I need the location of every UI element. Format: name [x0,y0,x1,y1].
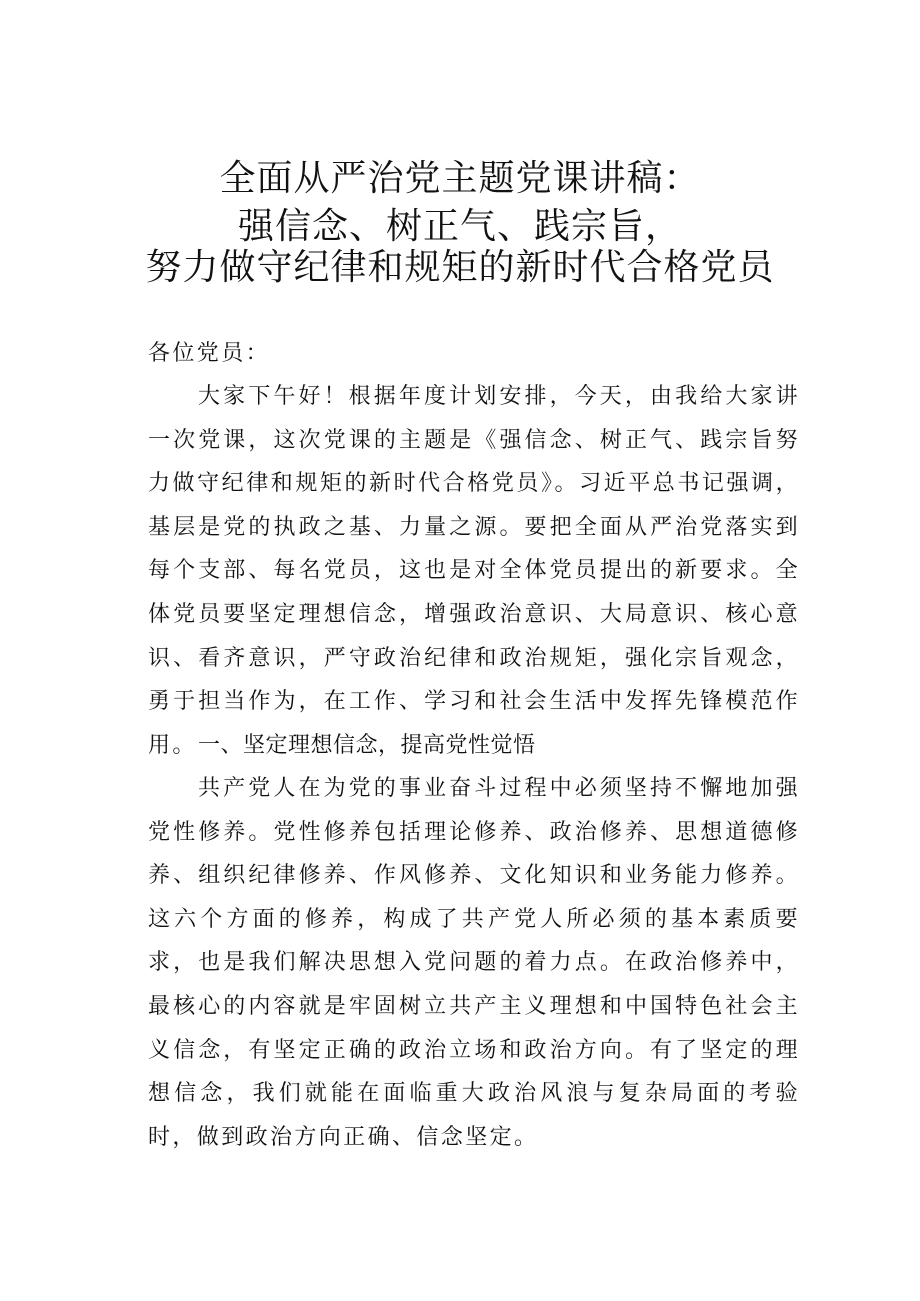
section-heading: 一、坚定理想信念，提高党性觉悟 [198,733,536,758]
title-line-3: 努力做守纪律和规矩的新时代合格党员 [145,247,775,288]
salutation: 各位党员： [148,341,271,366]
paragraph-section-1: 共产党人在为党的事业奋斗过程中必须坚持不懈地加强党性修养。党性修养包括理论修养、政治修养、思想道德修养、组织纪律修养、作风修养、文化知识和业务能力修养。这六个方面的修养，构成了共产党人所必须的基本素质要求，也是我们解决思想入党问题的着力点。在政治修养中，最核心的内容就是牢固树立共产主义理想和中国特色社会主义信念，有坚定正确的政治立场和政治方向。有了坚定的理想信念，我们就能在面临重大政治风浪与复杂局面的考验时，做到政治方向正确、信念坚定。 [148,776,800,1150]
paragraph-intro: 大家下午好！根据年度计划安排，今天，由我给大家讲一次党课，这次党课的主题是《强信念、树正气、践宗旨努力做守纪律和规矩的新时代合格党员》。习近平总书记强调，基层是党的执政之基、力量之源。要把全面从严治党落实到每个支部、每名党员，这也是对全体党员提出的新要求。全体党员要坚定理想信念，增强政治意识、大局意识、核心意识、看齐意识，严守政治纪律和政治规矩，强化宗旨观念，勇于担当作为，在工作、学习和社会生活中发挥先锋模范作用。 [148,384,800,758]
title-line-2: 强信念、树正气、践宗旨， [237,206,682,247]
title-line-1: 全面从严治党主题党课讲稿： [219,158,701,199]
